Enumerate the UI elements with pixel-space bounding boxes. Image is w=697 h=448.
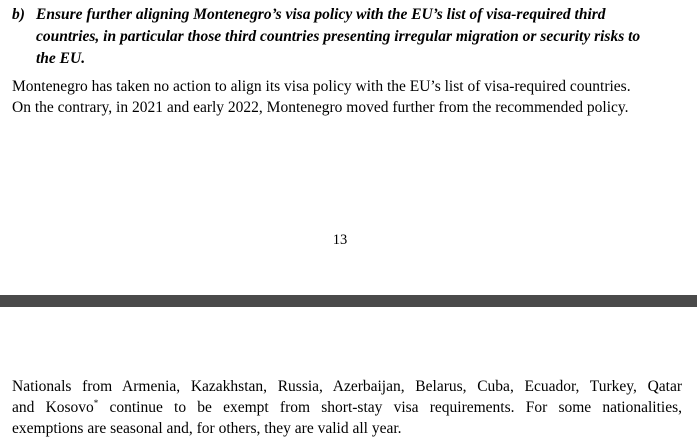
paragraph1-line-1: Montenegro has taken no action to align its visa policy with the EU’s list of visa-required countries. (12, 78, 631, 95)
paragraph2-line-3: exemptions are seasonal and, for others, they are valid all year. (12, 420, 402, 437)
paragraph2-line-2 (12, 397, 682, 418)
page-separator (0, 295, 697, 307)
paragraph-exemptions (12, 376, 682, 439)
heading-marker: b) (12, 6, 25, 23)
footnote-mark[interactable]: * (93, 397, 99, 408)
paragraph2-line-1: Nationals from Armenia, Kazakhstan, Russia, Azerbaijan, Belarus, Cuba, Ecuador, Turkey, Qatar (12, 378, 682, 395)
paragraph2-line-2-end: continue to be exempt from short-stay visa requirements. For some nationalities, (98, 399, 682, 416)
heading-line-1 (12, 4, 672, 26)
heading-text-1: Ensure further aligning Montenegro’s visa policy with the EU’s list of visa-required third (36, 6, 606, 23)
section-heading (12, 4, 672, 70)
paragraph2-line-2-start: and Kosovo (12, 399, 94, 416)
heading-line-3: the EU. (36, 50, 86, 67)
page-number: 13 (332, 232, 348, 248)
heading-line-2: countries, in particular those third countries presenting irregular migration or security risks to (36, 28, 641, 45)
paragraph-alignment (12, 76, 682, 118)
paragraph1-line-2: On the contrary, in 2021 and early 2022, Montenegro moved further from the recommended policy. (12, 99, 629, 116)
